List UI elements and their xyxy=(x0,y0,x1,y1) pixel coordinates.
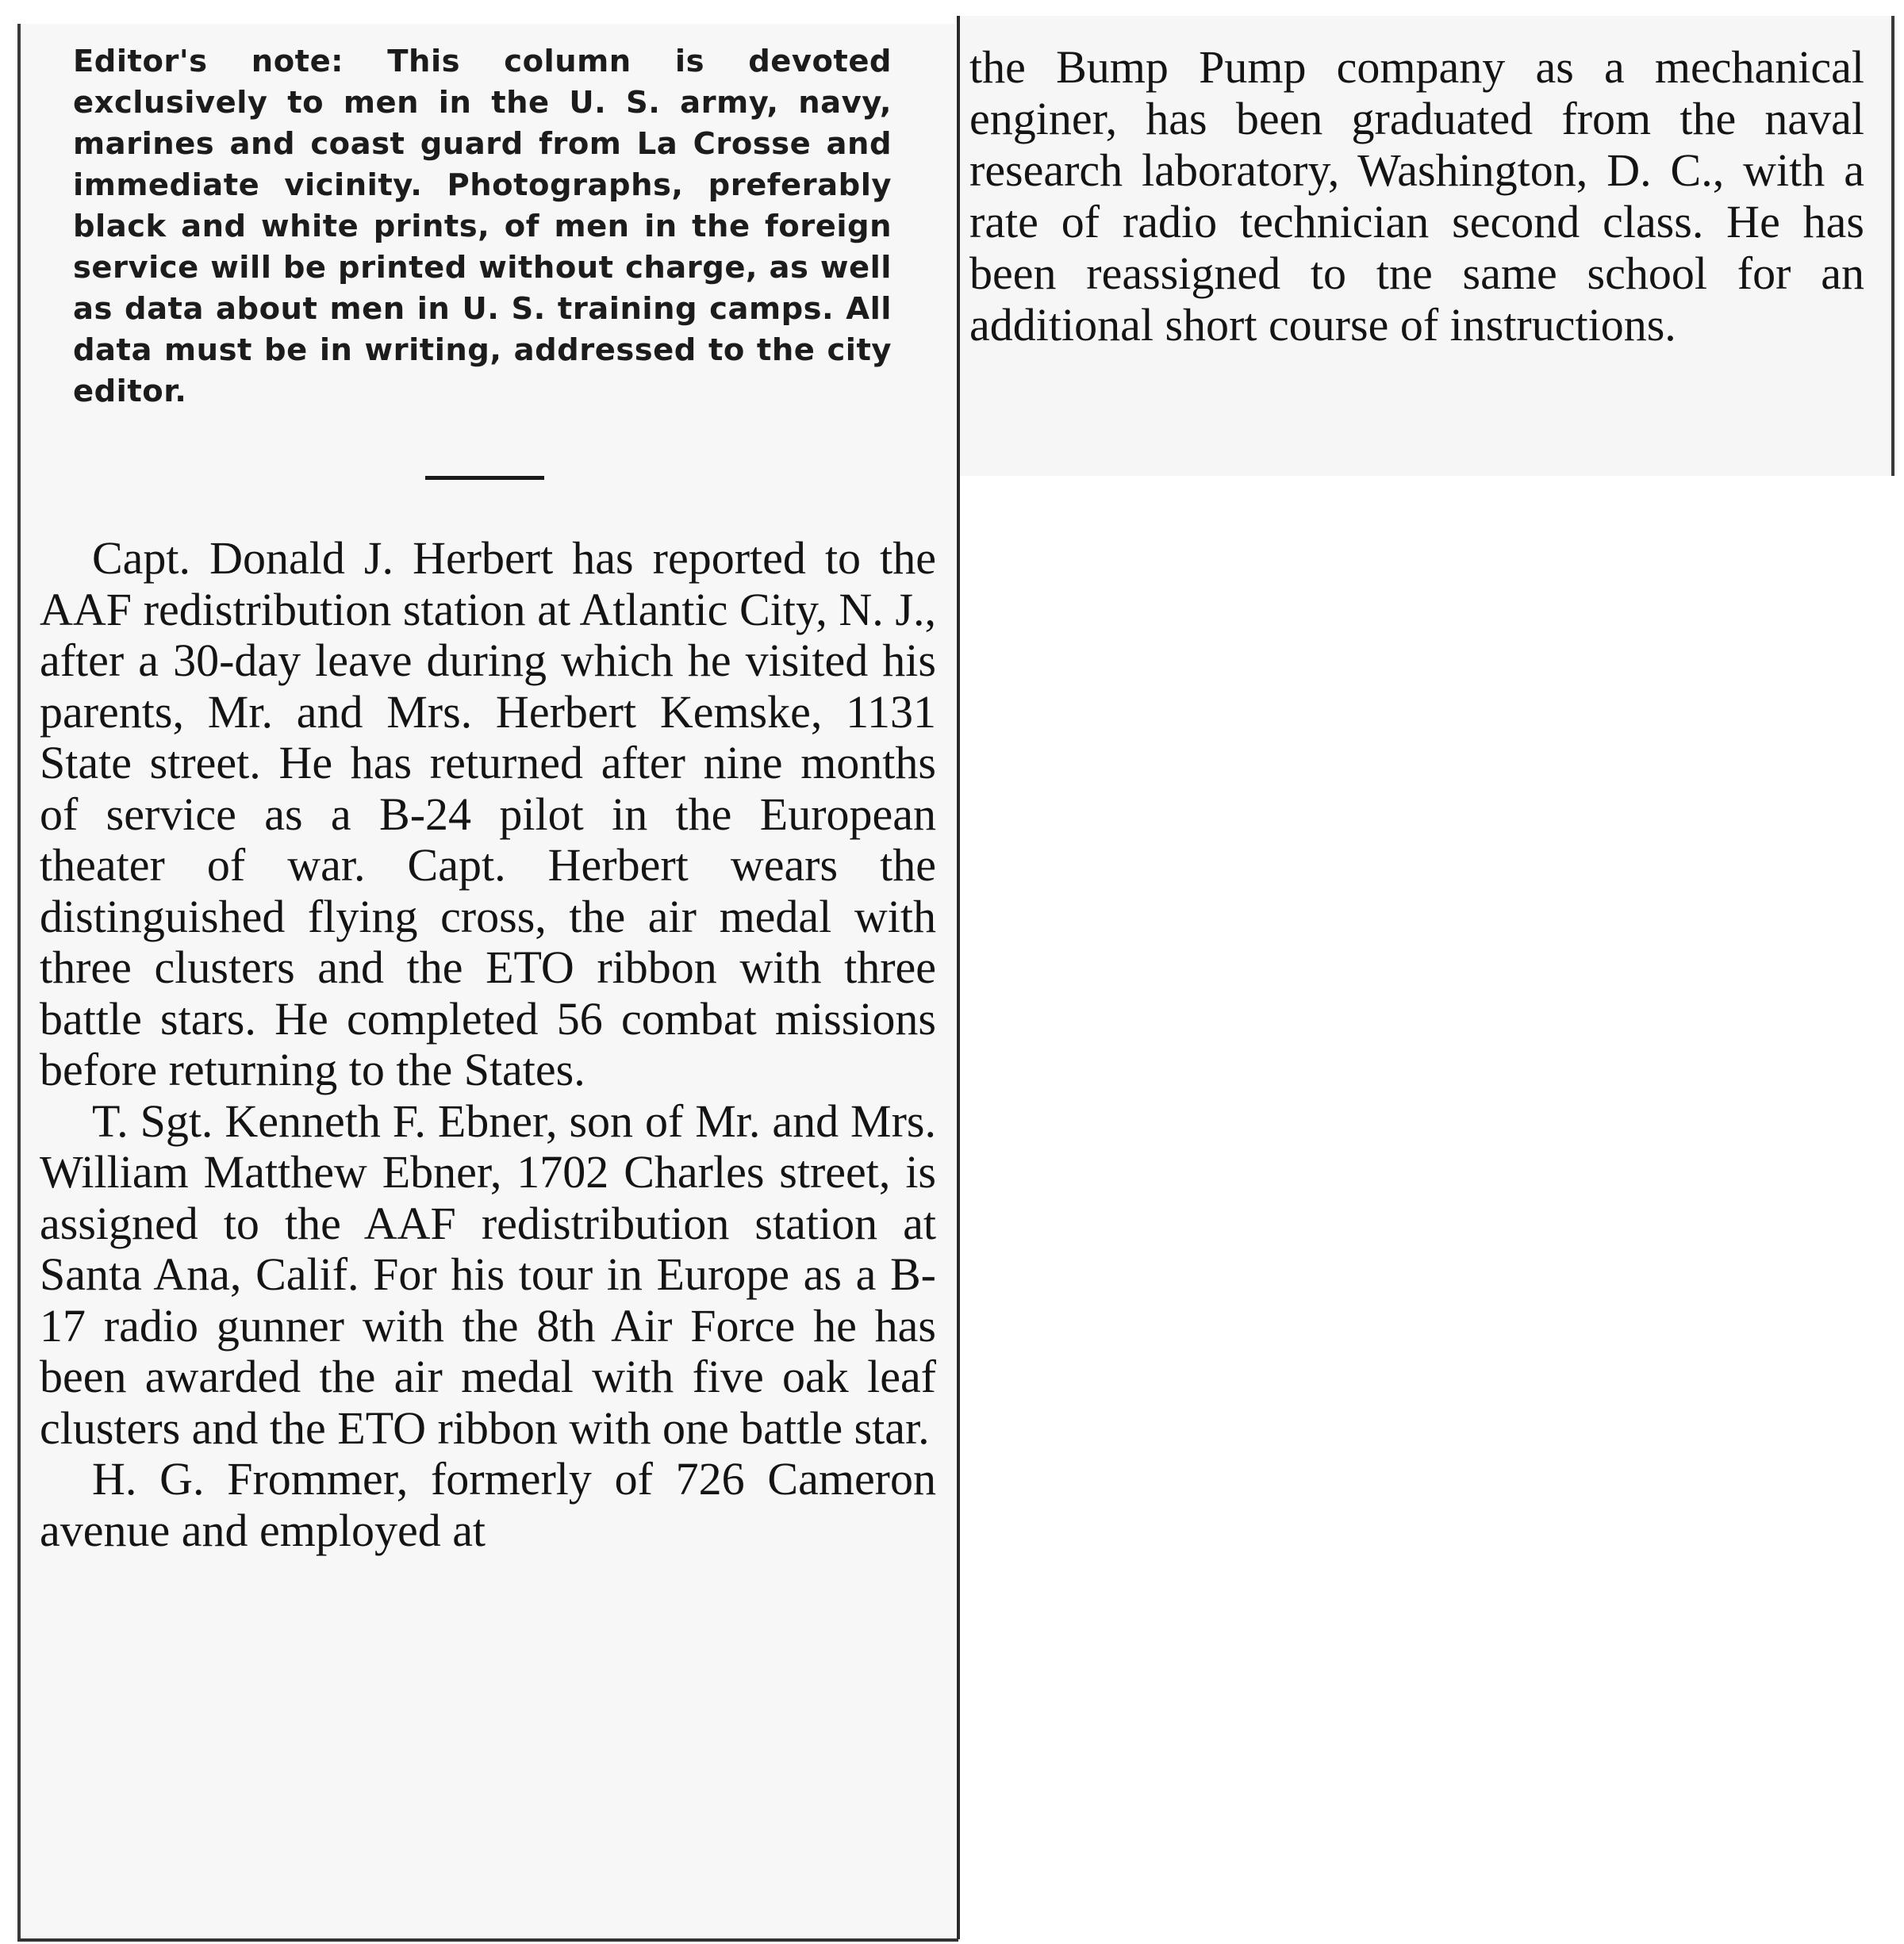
paragraph-herbert: Capt. Donald J. Herbert has reported to the AAF redistribution station at Atlantic City, N. J., after a 30-day leave during which he visited his parents, Mr. and Mrs. Herbert Kemske, 1131 State street. He has returned after nine months of service as a B-24 pilot in the European theater of war. Capt. Herbert wears the distinguished flying cross, the air medal with three clusters and the ETO ribbon with three battle stars. He completed 56 combat missions before returning to the States. xyxy=(40,532,936,1095)
paragraph-ebner: T. Sgt. Kenneth F. Ebner, son of Mr. and Mrs. William Matthew Ebner, 1702 Charles street, is assigned to the AAF redistribution station at Santa Ana, Calif. For his tour in Europe as a B-17 radio gunner with the 8th Air Force he has been awarded the air medal with five oak leaf clusters and the ETO ribbon with one battle star. xyxy=(40,1095,936,1454)
right-column-text xyxy=(969,41,1864,351)
left-column-text xyxy=(40,533,936,1556)
column-divider xyxy=(957,16,960,1939)
bottom-border-line xyxy=(17,1938,958,1942)
editors-note: Editor's note: This column is devoted exclusively to men in the U. S. army, navy, marines and coast guard from La Crosse and immediate vicinity. Photographs, preferably black and white prints, of men in the foreign service will be printed without charge, as well as data about men in U. S. training camps. All data must be in writing, addressed to the city editor. xyxy=(73,44,892,409)
right-border-line xyxy=(1891,16,1894,476)
section-rule xyxy=(425,476,544,480)
left-border-line xyxy=(17,24,21,1939)
paragraph-frommer-continued: the Bump Pump company as a mechanical enginer, has been graduated from the naval research laboratory, Washington, D. C., with a rate of radio technician second class. He has been reassigned to tne same school for an additional short course of instructions. xyxy=(969,41,1864,351)
paragraph-frommer: H. G. Frommer, formerly of 726 Cameron avenue and employed at xyxy=(40,1453,936,1556)
